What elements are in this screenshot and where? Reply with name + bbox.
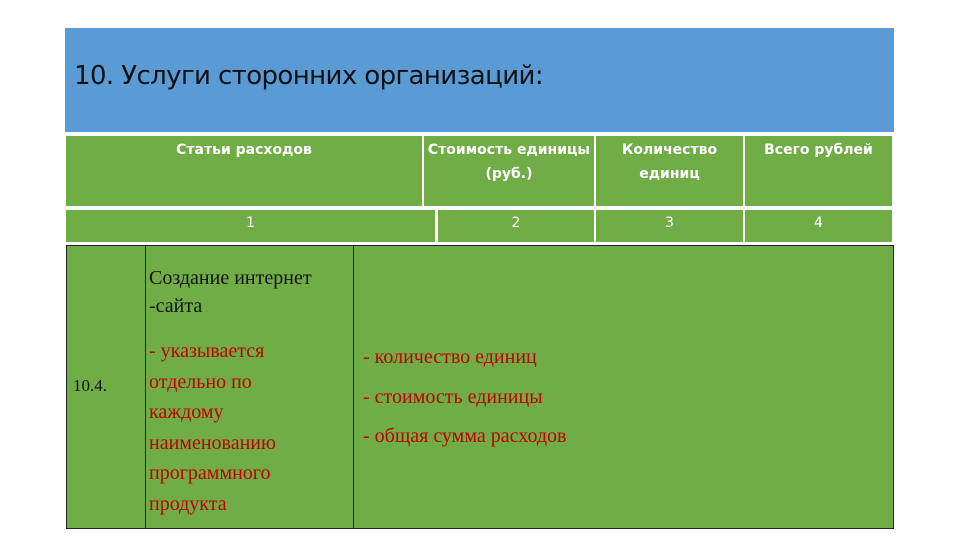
- header-cell-total: [745, 136, 892, 206]
- header-label-total: Всего рублей: [764, 142, 873, 158]
- header-cell-quantity: [596, 136, 743, 206]
- row-item-name: [149, 264, 312, 320]
- slide-title-bar: [65, 28, 894, 132]
- column-number-2: 2: [438, 210, 594, 242]
- header-cell-expense-items: [66, 136, 422, 206]
- row-item-details: [363, 338, 567, 457]
- column-divider: [145, 246, 146, 528]
- row-item-name-text: Создание интернет -сайта: [149, 267, 312, 317]
- row-number: 10.4.: [73, 376, 107, 395]
- slide-title: 10. Услуги сторонних организаций:: [74, 61, 543, 91]
- table-row: [66, 245, 894, 529]
- column-number-4: 4: [745, 210, 892, 242]
- row-item-note: - указывается отдельно по каждому наименованию программного продукта: [149, 340, 276, 515]
- header-label-unit-cost: Стоимость единицы (руб.): [427, 142, 591, 182]
- column-number-3: 3: [596, 210, 743, 242]
- detail-line-quantity: - количество единиц: [363, 346, 537, 368]
- header-label-expense-items: Статьи расходов: [176, 142, 312, 158]
- detail-line-unit-cost: - стоимость единицы: [363, 385, 543, 408]
- column-divider: [353, 246, 354, 528]
- detail-line-total: - общая сумма расходов: [363, 425, 567, 447]
- header-cell-unit-cost: [424, 136, 594, 206]
- column-number-1: 1: [66, 210, 435, 242]
- header-label-quantity: Количество единиц: [621, 142, 718, 182]
